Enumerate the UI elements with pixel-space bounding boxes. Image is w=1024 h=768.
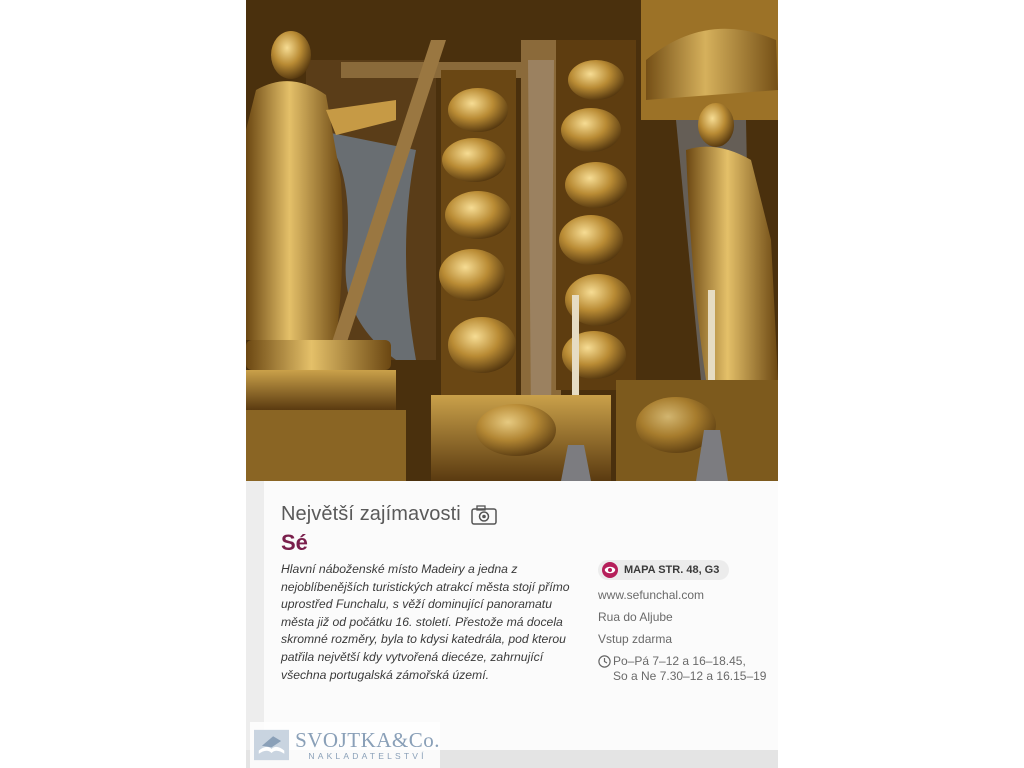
publisher-subtitle: NAKLADATELSTVÍ — [308, 751, 427, 761]
eye-icon — [602, 562, 618, 578]
section-heading — [281, 503, 497, 526]
map-reference-text: MAPA STR. 48, G3 — [624, 564, 720, 576]
place-title: Sé — [281, 530, 308, 555]
publisher-watermark — [250, 722, 440, 768]
section-title: Největší zajímavosti — [281, 503, 461, 525]
info-panel — [598, 560, 768, 684]
camera-icon — [471, 505, 497, 525]
altar-photo — [246, 0, 778, 481]
place-description: Hlavní náboženské místo Madeiry a jedna z nejoblíbenějších turistických atrakcí města stojí přímo uprostřed Funchalu, s věží dominující panoramatu města již od počátku 16. století. Přestože má docela skromné rozměry, byla to kdysi katedrála, pod kterou patřila největší kdy vytvořená diecéze, zahrnující všechna portugalská zámořská území. — [281, 562, 570, 682]
address-text: Rua do Aljube — [598, 610, 673, 624]
hours-weekdays: Po–Pá 7–12 a 16–18.45, — [613, 654, 746, 668]
website-link[interactable]: www.sefunchal.com — [598, 588, 705, 602]
clock-icon — [598, 655, 611, 668]
opening-hours — [598, 654, 768, 684]
guide-page — [246, 0, 778, 768]
book-logo-icon — [254, 726, 289, 764]
admission-text: Vstup zdarma — [598, 632, 673, 646]
hours-weekend: So a Ne 7.30–12 a 16.15–19 — [613, 669, 767, 683]
map-reference-badge[interactable] — [598, 560, 729, 580]
altar-illustration — [246, 0, 778, 481]
publisher-name: SVOJTKA&Co. — [295, 728, 440, 752]
